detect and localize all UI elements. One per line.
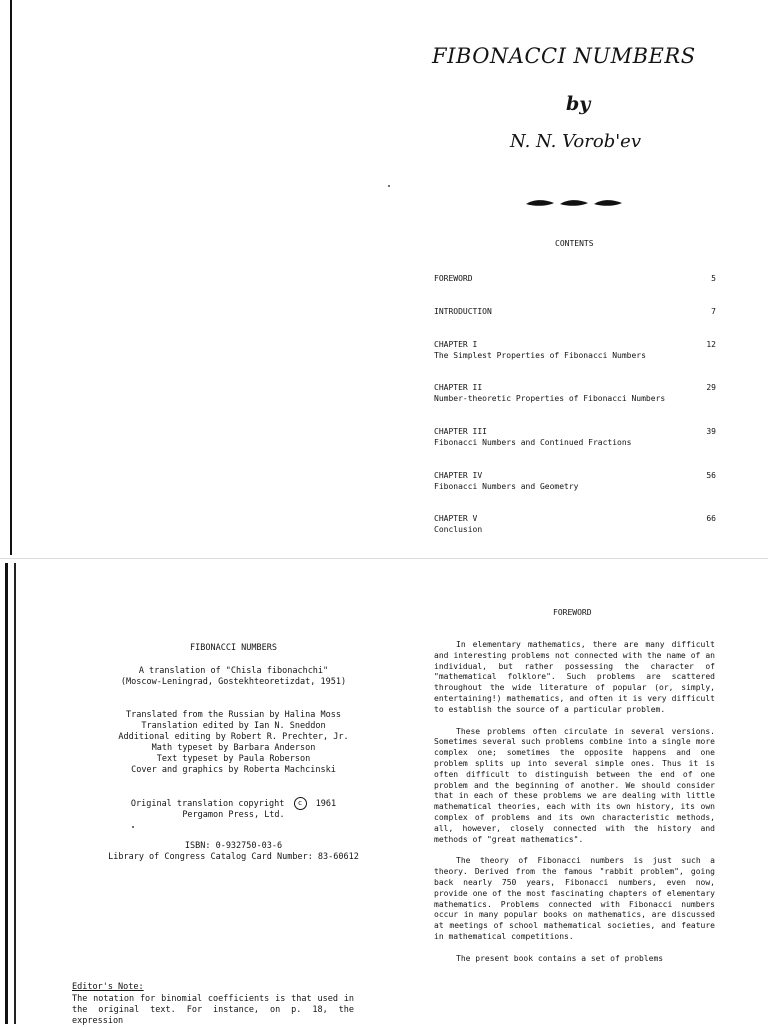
toc-entry-heading: CHAPTER IV <box>434 471 483 480</box>
copyright-line <box>56 797 411 810</box>
translation-info <box>56 666 411 688</box>
binding-edge-shadow <box>5 563 8 1024</box>
editor-note-label: Editor's Note: <box>72 982 144 992</box>
toc-entry-title: Number-theoretic Properties of Fibonacci Numbers <box>434 394 666 403</box>
toc-entry-page: 12 <box>706 340 716 349</box>
toc-entry-heading: CHAPTER II <box>434 383 483 392</box>
toc-entry-heading: CHAPTER I <box>434 340 478 349</box>
foreword-paragraph: In elementary mathematics, there are many difficult and interesting problems not connected with the name of an individual, but rather possessing the character of "mathematical folklore". Such problems are scattered throughout the wide literature of popular (or, simply, entertaining!) mathematics, and often it is very difficult to establish the source of a particular problem. <box>434 640 715 714</box>
foreword-paragraph: The theory of Fibonacci numbers is just such a theory. Derived from the famous "rabbit problem", going back nearly 750 years, Fibonacci numbers, even now, provide one of the most fascinating chapters of elementary mathematics. Problems connected with Fibonacci numbers occur in many popular books on mathematics, are discussed at meetings of school mathematical societies, and feature in mathematical competitions. <box>434 856 715 941</box>
foreword-body <box>434 640 715 976</box>
toc-entry-introduction <box>434 306 716 317</box>
toc-entry-page: 5 <box>711 274 716 283</box>
toc-entry-page: 7 <box>711 307 716 316</box>
toc-entry-page: 29 <box>706 383 716 392</box>
toc-entry-title: Conclusion <box>434 525 483 534</box>
credit-line: Translated from the Russian by Halina Moss <box>126 710 341 720</box>
editor-note-text: The notation for binomial coefficients is that used in the original text. For instance, on p. 18, the expression <box>72 994 354 1026</box>
toc-entry-title: Fibonacci Numbers and Geometry <box>434 482 579 491</box>
toc-entry-chapter-1 <box>434 339 716 361</box>
toc-entry-chapter-3 <box>434 426 716 448</box>
toc-entry-heading: INTRODUCTION <box>434 307 492 316</box>
toc-entry-chapter-4 <box>434 470 716 492</box>
copyright-book-title: FIBONACCI NUMBERS <box>190 643 277 653</box>
scan-edge-shadow <box>10 0 12 555</box>
toc-entry-foreword <box>434 273 716 284</box>
toc-entry-chapter-5 <box>434 513 716 535</box>
book-title: FIBONACCI NUMBERS <box>432 44 696 68</box>
credit-line: Text typeset by Paula Roberson <box>156 754 311 764</box>
ornament-divider <box>524 196 624 210</box>
toc-entry-chapter-2 <box>434 382 716 404</box>
credit-line: Additional editing by Robert R. Prechter, Jr. <box>118 732 349 742</box>
contents-heading: CONTENTS <box>555 239 594 248</box>
copyright-symbol-icon: c <box>294 797 307 810</box>
toc-entry-heading: FOREWORD <box>434 274 473 283</box>
lccn: Library of Congress Catalog Card Number: 83-60612 <box>108 852 359 862</box>
page-divider <box>0 558 768 559</box>
translation-line: (Moscow-Leningrad, Gostekhteoretizdat, 1951) <box>120 677 347 687</box>
toc-entry-title: Fibonacci Numbers and Continued Fractions <box>434 438 632 447</box>
copyright-year: 1961 <box>315 799 337 809</box>
catalog-info <box>56 841 411 863</box>
scan-speck <box>388 185 390 187</box>
foreword-paragraph: The present book contains a set of problems <box>456 953 664 963</box>
scan-speck <box>132 826 134 828</box>
binding-edge-shadow-inner <box>14 563 16 1024</box>
author-name: N. N. Vorob'ev <box>510 131 642 152</box>
credit-line: Math typeset by Barbara Anderson <box>151 743 316 753</box>
toc-entry-title: The Simplest Properties of Fibonacci Numbers <box>434 351 646 360</box>
foreword-paragraph: These problems often circulate in several versions. Sometimes several such problems combine into a single more complex one; sometimes the opposite happens and one problem splits up into several simple ones. Thus it is often difficult to distinguish between the end of one problem and the beginning of another. We should consider that in each of these problems we are dealing with little mathematical theories, each with its own history, its own complex of problems and its own characteristic methods, all, however, closely connected with the history and methods of "great mathematics". <box>434 726 715 844</box>
credits-block <box>56 710 411 776</box>
copyright-prefix: Original translation copyright <box>130 799 285 809</box>
toc-entry-heading: CHAPTER III <box>434 427 487 436</box>
toc-entry-heading: CHAPTER V <box>434 514 478 523</box>
isbn: ISBN: 0-932750-03-6 <box>184 841 283 851</box>
toc-entry-page: 66 <box>706 514 716 523</box>
publisher-name: Pergamon Press, Ltd. <box>182 810 285 820</box>
foreword-heading: FOREWORD <box>553 608 592 617</box>
by-line: by <box>566 93 591 115</box>
credit-line: Cover and graphics by Roberta Machcinski <box>131 765 336 775</box>
credit-line: Translation edited by Ian N. Sneddon <box>141 721 326 731</box>
toc-entry-page: 39 <box>706 427 716 436</box>
toc-entry-page: 56 <box>706 471 716 480</box>
translation-line: A translation of "Chisla fibonachchi" <box>138 666 329 676</box>
copyright-notice <box>56 797 411 821</box>
